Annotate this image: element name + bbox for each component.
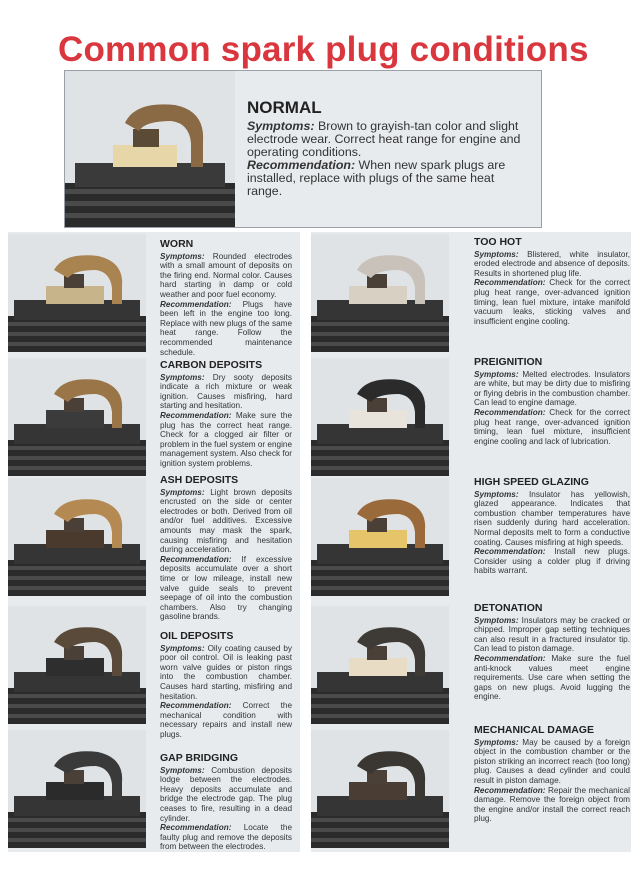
condition-heading: PREIGNITION bbox=[474, 356, 543, 368]
recommendation-text: Plugs have been left in the engine too long. Replace with new plugs of the same heat range. Follow the recommended maintenance schedule. bbox=[160, 299, 292, 357]
symptoms-text: Blistered, white insulator, eroded electrode and absence of deposits. Results in shortened plug life. bbox=[474, 249, 630, 278]
symptoms-label: Symptoms: bbox=[160, 765, 205, 775]
condition-block bbox=[474, 358, 630, 446]
condition-heading: GAP BRIDGING bbox=[160, 752, 238, 764]
condition-heading: CARBON DEPOSITS bbox=[160, 359, 263, 371]
recommendation-label: Recommendation: bbox=[474, 653, 546, 663]
symptoms-text: Rounded electrodes with a small amount of deposits on the firing end. Normal color. Causes hard starting in damp or cold weather and poor fuel economy. bbox=[160, 251, 292, 299]
normal-recommendation: When new spark plugs are installed, replace with plugs of the same heat range. bbox=[247, 158, 506, 198]
condition-block bbox=[474, 726, 630, 824]
condition-heading: OIL DEPOSITS bbox=[160, 630, 234, 642]
normal-condition-box bbox=[64, 70, 542, 228]
condition-block bbox=[474, 478, 630, 576]
symptoms-label: Symptoms: bbox=[160, 372, 205, 382]
condition-block bbox=[474, 604, 630, 702]
recommendation-label: Recommendation: bbox=[474, 407, 546, 417]
condition-block bbox=[160, 754, 292, 852]
condition-photo-too-hot bbox=[311, 234, 449, 352]
recommendation-label: Recommendation: bbox=[160, 299, 232, 309]
symptoms-label: Symptoms: bbox=[160, 487, 205, 497]
condition-photo-mechanical-damage bbox=[311, 730, 449, 848]
normal-heading: NORMAL bbox=[247, 98, 322, 117]
condition-heading: WORN bbox=[160, 238, 194, 250]
recommendation-label: Recommendation: bbox=[160, 554, 232, 564]
condition-photo-ash-deposits bbox=[8, 478, 146, 596]
recommendation-text: Make sure the fuel anti-knock values meet engine requirements. Use care when setting the gaps on new plugs. Avoid lugging the engine. bbox=[474, 653, 630, 702]
condition-heading: HIGH SPEED GLAZING bbox=[474, 476, 589, 488]
recommendation-text: Check for the correct plug heat range, over-advanced ignition timing, lean fuel mixture, intake manifold vacuum leaks, sticking valves and insufficient engine cooling. bbox=[474, 278, 630, 326]
recommendation-label: Recommendation: bbox=[474, 278, 546, 288]
symptoms-label: Symptoms: bbox=[474, 615, 519, 625]
normal-condition-text bbox=[247, 98, 529, 198]
recommendation-text: Correct the mechanical condition with necessary repairs and install new plugs. bbox=[160, 701, 293, 739]
recommendation-text: If excessive deposits accumulate over a short time or low mileage, install new valve guide seals to prevent seepage of oil into the combustion chambers. Also try changing gasoline brands. bbox=[160, 554, 292, 622]
condition-block bbox=[160, 632, 292, 740]
normal-symptoms: Brown to grayish-tan color and slight electrode wear. Correct heat range for engine and operating conditions. bbox=[247, 119, 521, 159]
condition-block bbox=[160, 361, 292, 469]
normal-symptoms-label: Symptoms: bbox=[247, 119, 315, 133]
condition-photo-carbon-deposits bbox=[8, 358, 146, 476]
condition-heading: ASH DEPOSITS bbox=[160, 474, 239, 486]
symptoms-text: Insulator has yellowish, glazed appearance. Indicates that combustion chamber temperatures have risen suddenly during hard acceleration. Normal deposits melt to form a conductive coating. Causes misfiring at high speeds. bbox=[474, 489, 630, 547]
recommendation-label: Recommendation: bbox=[160, 823, 232, 833]
condition-photo-worn bbox=[8, 234, 146, 352]
symptoms-text: Combustion deposits lodge between the electrodes. Heavy deposits accumulate and bridge the electrode gap. The plug ceases to fire, resulting in a dead cylinder. bbox=[160, 765, 292, 823]
recommendation-text: Locate the faulty plug and remove the deposits from between the electrodes. bbox=[160, 823, 292, 852]
symptoms-text: Melted electrodes. Insulators are white, but may be dirty due to misfiring or flying debris in the combustion chamber. Can lead to engine damage. bbox=[474, 369, 630, 408]
condition-heading: MECHANICAL DAMAGE bbox=[474, 724, 594, 736]
condition-block bbox=[160, 240, 292, 357]
normal-recommendation-label: Recommendation: bbox=[247, 158, 356, 172]
condition-photo-detonation bbox=[311, 606, 449, 724]
symptoms-text: Light brown deposits encrusted on the side or center electrodes or both. Derived from oil and/or fuel additives. Excessive amounts may mask the spark, causing misfiring and hesitation during acceleration. bbox=[160, 487, 292, 555]
condition-photo-preignition bbox=[311, 358, 449, 476]
symptoms-label: Symptoms: bbox=[474, 369, 519, 379]
condition-block bbox=[160, 476, 292, 622]
symptoms-label: Symptoms: bbox=[474, 249, 519, 259]
condition-photo-high-speed-glazing bbox=[311, 478, 449, 596]
symptoms-label: Symptoms: bbox=[474, 737, 519, 747]
symptoms-label: Symptoms: bbox=[474, 489, 519, 499]
recommendation-text: Repair the mechanical damage. Remove the foreign object from the engine and/or install the correct reach plug. bbox=[474, 785, 630, 824]
recommendation-label: Recommendation: bbox=[474, 785, 546, 795]
symptoms-text: Dry sooty deposits indicate a rich mixture or weak ignition. Causes misfiring, hard starting and hesitation. bbox=[160, 372, 292, 411]
condition-photo-oil-deposits bbox=[8, 606, 146, 724]
recommendation-label: Recommendation: bbox=[160, 410, 232, 420]
recommendation-label: Recommendation: bbox=[160, 701, 232, 711]
condition-block bbox=[474, 238, 630, 326]
recommendation-text: Install new plugs. Consider using a colder plug if driving habits warrant. bbox=[474, 547, 630, 576]
recommendation-text: Make sure the plug has the correct heat range. Check for a clogged air filter or problem in the fuel system or engine management system. Also check for ignition system problems. bbox=[160, 410, 292, 468]
symptoms-label: Symptoms: bbox=[160, 643, 205, 653]
symptoms-label: Symptoms: bbox=[160, 251, 205, 261]
symptoms-text: May be caused by a foreign object in the combustion chamber or the piston striking an incorrect reach (too long) plug. Causes a dead cylinder and could result in piston damage. bbox=[474, 737, 630, 785]
condition-photo-gap-bridging bbox=[8, 730, 146, 848]
condition-heading: DETONATION bbox=[474, 602, 543, 614]
recommendation-label: Recommendation: bbox=[474, 547, 546, 557]
symptoms-text: Insulators may be cracked or chipped. Improper gap setting techniques can also result in a fractured insulator tip. Can lead to piston damage. bbox=[474, 615, 630, 654]
symptoms-text: Oily coating caused by poor oil control. Oil is leaking past worn valve guides or piston rings into the combustion chamber. Causes hard starting, misfiring and hesitation. bbox=[160, 643, 292, 701]
recommendation-text: Check for the correct plug heat range, over-advanced ignition timing, lean fuel mixture, insufficient engine cooling and lack of lubrication. bbox=[474, 407, 630, 446]
condition-heading: TOO HOT bbox=[474, 236, 522, 248]
normal-plug-photo bbox=[65, 71, 235, 227]
page-title: Common spark plug conditions bbox=[58, 30, 589, 69]
